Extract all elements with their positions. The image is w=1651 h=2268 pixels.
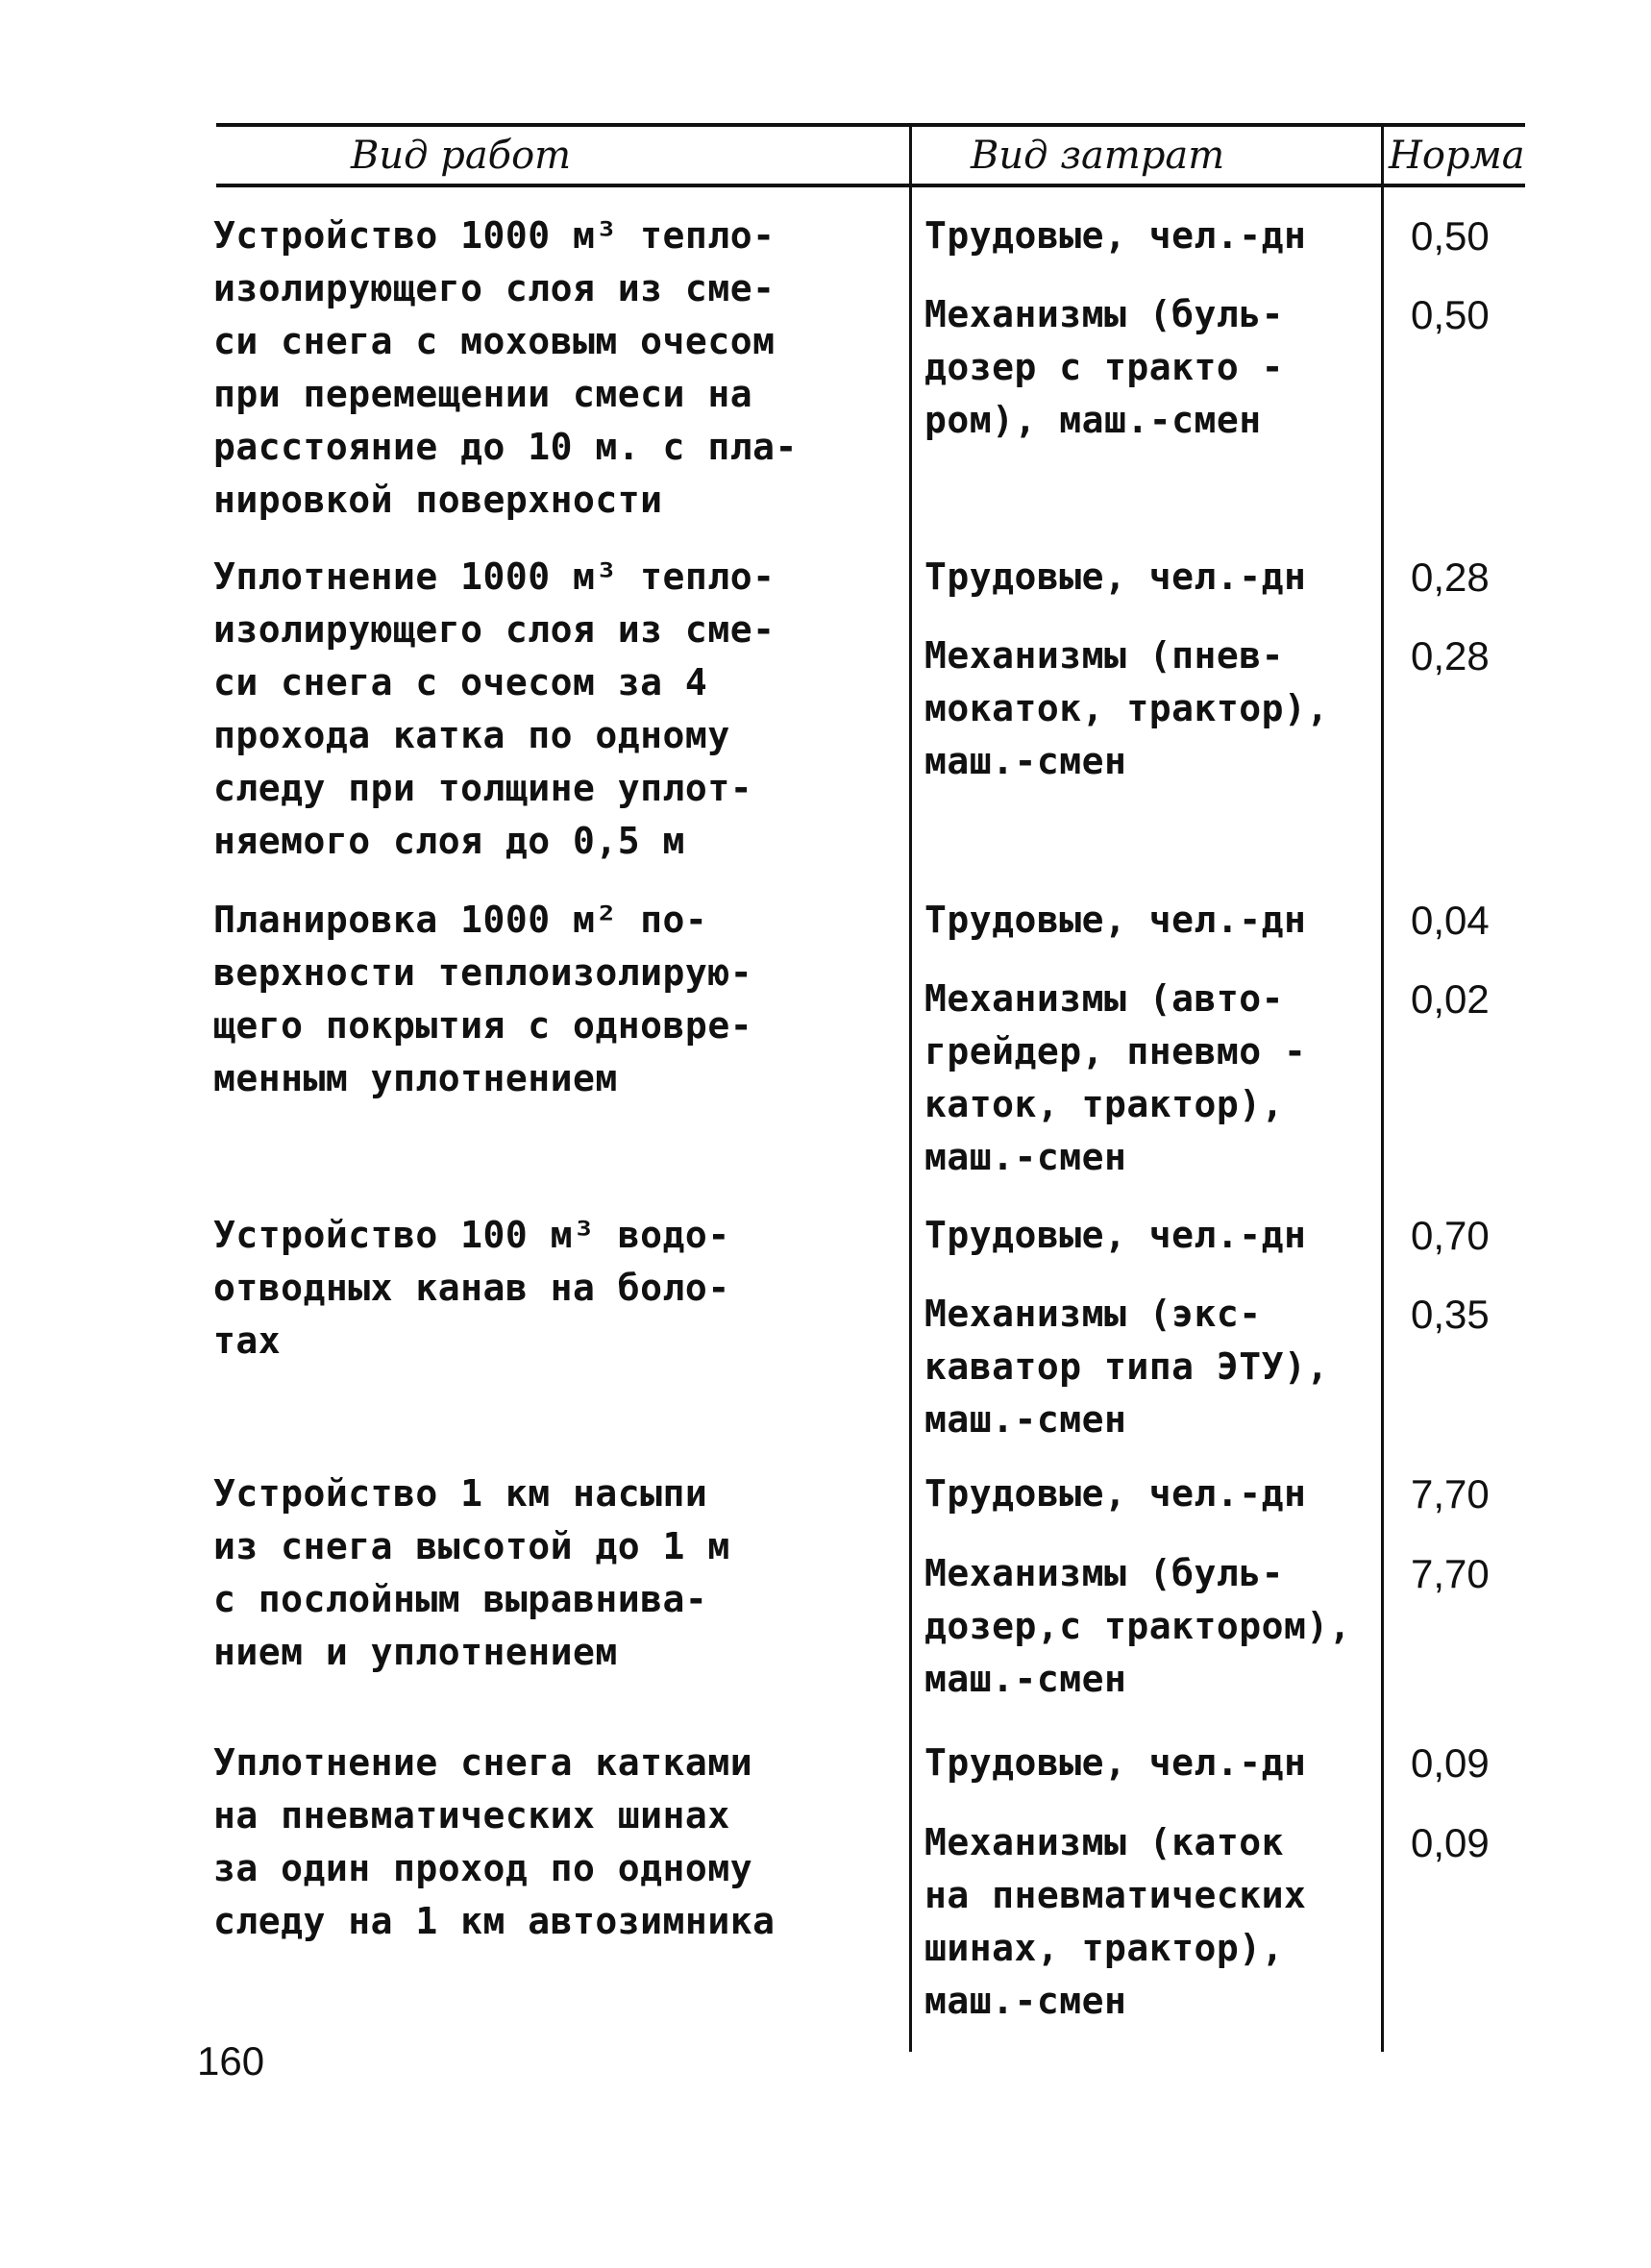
row-3-work-line: менным уплотнением	[213, 1057, 618, 1099]
row-5-work-line: Устройство 1 км насыпи	[213, 1472, 708, 1515]
row-1-work-line: расстояние до 10 м. с пла-	[213, 426, 798, 468]
row-5-work-line: из снега высотой до 1 м	[213, 1525, 730, 1567]
row-3-machines-line: грейдер, пневмо -	[924, 1030, 1307, 1072]
row-2-work-line: изолирующего слоя из сме-	[213, 608, 776, 651]
row-6-machines-norm: 0,09	[1411, 1820, 1490, 1865]
table-top-rule	[216, 123, 1525, 127]
row-1-machines-norm: 0,50	[1411, 292, 1490, 337]
row-4-work	[213, 1209, 730, 1368]
row-1-work	[213, 210, 798, 527]
row-5-machines-line: дозер,с трактором),	[924, 1605, 1352, 1647]
row-6-machines-line: шинах, трактор),	[924, 1927, 1285, 1969]
row-6-work	[213, 1737, 775, 1948]
row-2-machines	[924, 629, 1329, 788]
row-3-work-line: верхности теплоизолирую-	[213, 951, 753, 994]
header-bottom-rule	[216, 184, 1525, 187]
row-2-machines-line: мокаток, трактор),	[924, 687, 1329, 729]
row-1-labor: Трудовые, чел.-дн	[924, 214, 1307, 257]
row-2-work-line: няемого слоя до 0,5 м	[213, 820, 685, 862]
row-6-machines-line: Механизмы (каток	[924, 1821, 1285, 1863]
row-4-labor-norm: 0,70	[1411, 1213, 1490, 1258]
row-6-work-line: за один проход по одному	[213, 1847, 753, 1889]
row-5-machines	[924, 1547, 1351, 1706]
row-1-machines	[924, 288, 1284, 447]
row-4-machines-line: Механизмы (экс-	[924, 1293, 1262, 1335]
row-2-labor: Трудовые, чел.-дн	[924, 555, 1307, 598]
column-divider-2	[1381, 125, 1384, 2052]
row-3-labor: Трудовые, чел.-дн	[924, 899, 1307, 941]
row-4-machines-norm: 0,35	[1411, 1292, 1490, 1337]
row-2-labor-norm: 0,28	[1411, 555, 1490, 600]
row-3-machines-norm: 0,02	[1411, 976, 1490, 1022]
row-1-work-line: нировкой поверхности	[213, 479, 663, 521]
row-6-work-line: на пневматических шинах	[213, 1794, 730, 1837]
row-3-machines-line: маш.-смен	[924, 1136, 1127, 1178]
row-3-machines-line: каток, трактор),	[924, 1083, 1285, 1125]
header-cost-type: Вид затрат	[971, 134, 1225, 178]
row-1-machines-line: Механизмы (буль-	[924, 293, 1285, 335]
row-6-work-line: Уплотнение снега катками	[213, 1741, 753, 1784]
row-5-machines-line: Механизмы (буль-	[924, 1552, 1285, 1594]
row-4-work-line: отводных канав на боло-	[213, 1267, 730, 1309]
row-3-work-line: Планировка 1000 м² по-	[213, 899, 708, 941]
row-2-work-line: си снега с очесом за 4	[213, 661, 708, 703]
row-3-work	[213, 894, 752, 1105]
row-5-work	[213, 1467, 730, 1679]
row-3-work-line: щего покрытия с одновре-	[213, 1004, 753, 1047]
row-1-work-line: си снега с моховым очесом	[213, 320, 776, 362]
row-5-labor-norm: 7,70	[1411, 1471, 1490, 1516]
row-5-work-line: нием и уплотнением	[213, 1631, 618, 1673]
row-5-labor: Трудовые, чел.-дн	[924, 1472, 1307, 1515]
row-4-labor: Трудовые, чел.-дн	[924, 1214, 1307, 1256]
row-5-machines-norm: 7,70	[1411, 1551, 1490, 1596]
row-1-work-line: изолирующего слоя из сме-	[213, 267, 776, 309]
row-4-work-line: тах	[213, 1319, 282, 1362]
header-work-type: Вид работ	[351, 134, 572, 178]
row-3-machines-line: Механизмы (авто-	[924, 977, 1285, 1020]
row-6-labor-norm: 0,09	[1411, 1740, 1490, 1786]
row-1-work-line: при перемещении смеси на	[213, 373, 753, 415]
row-4-machines	[924, 1288, 1329, 1446]
page-number: 160	[197, 2038, 265, 2083]
row-6-work-line: следу на 1 км автозимника	[213, 1900, 776, 1942]
row-2-work	[213, 551, 775, 868]
row-2-machines-line: Механизмы (пнев-	[924, 634, 1285, 677]
row-2-work-line: прохода катка по одному	[213, 714, 730, 756]
row-5-machines-line: маш.-смен	[924, 1658, 1127, 1700]
row-1-labor-norm: 0,50	[1411, 213, 1490, 259]
row-2-work-line: следу при толщине уплот-	[213, 767, 753, 809]
row-4-machines-line: каватор типа ЭТУ),	[924, 1345, 1329, 1388]
row-2-machines-norm: 0,28	[1411, 633, 1490, 678]
row-6-labor: Трудовые, чел.-дн	[924, 1741, 1307, 1784]
row-1-machines-line: ром), маш.-смен	[924, 399, 1262, 441]
row-1-work-line: Устройство 1000 м³ тепло-	[213, 214, 776, 257]
row-4-work-line: Устройство 100 м³ водо-	[213, 1214, 730, 1256]
row-5-work-line: с послойным выравнива-	[213, 1578, 708, 1620]
row-6-machines-line: на пневматических	[924, 1874, 1307, 1916]
row-2-work-line: Уплотнение 1000 м³ тепло-	[213, 555, 776, 598]
column-divider-1	[909, 125, 912, 2052]
row-1-machines-line: дозер с тракто -	[924, 346, 1285, 388]
header-norm: Норма	[1389, 134, 1525, 178]
row-6-machines-line: маш.-смен	[924, 1980, 1127, 2022]
row-3-machines	[924, 973, 1306, 1184]
row-4-machines-line: маш.-смен	[924, 1398, 1127, 1441]
row-3-labor-norm: 0,04	[1411, 898, 1490, 943]
row-6-machines	[924, 1816, 1306, 2028]
row-2-machines-line: маш.-смен	[924, 740, 1127, 782]
